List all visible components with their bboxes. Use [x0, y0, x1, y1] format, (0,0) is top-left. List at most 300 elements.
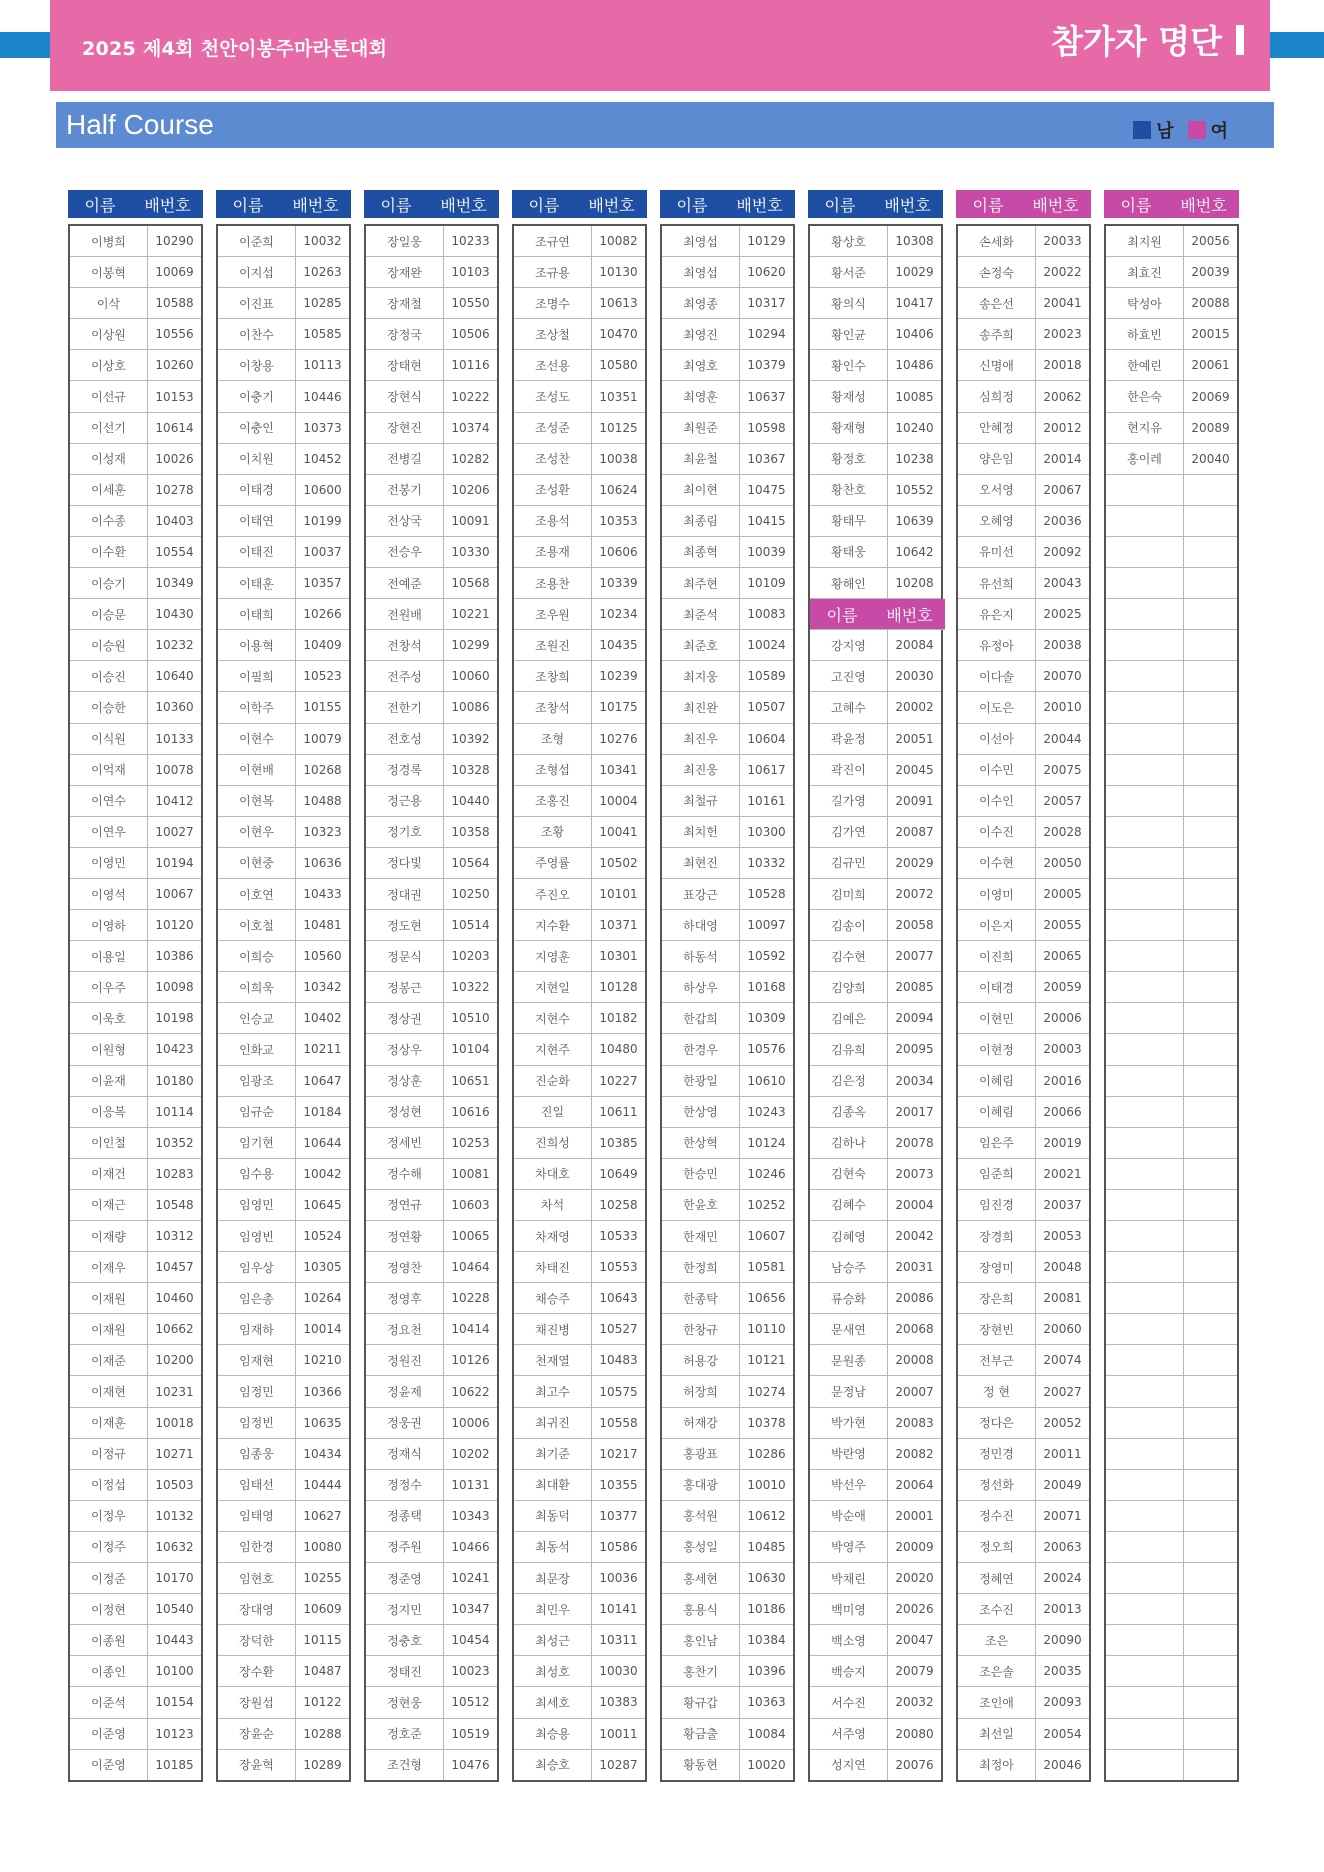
participant-name	[1106, 1128, 1184, 1158]
table-row	[70, 1687, 201, 1718]
table-row	[662, 1687, 793, 1718]
participant-name: 허장희	[662, 1376, 740, 1406]
table-row	[366, 1190, 497, 1221]
participant-name: 조선용	[514, 350, 592, 380]
table-row	[514, 879, 645, 910]
participant-name: 조성준	[514, 413, 592, 443]
table-row	[958, 1003, 1089, 1034]
participant-name: 한정희	[662, 1252, 740, 1282]
table-row	[514, 475, 645, 506]
table-row	[958, 413, 1089, 444]
table-row	[958, 568, 1089, 599]
table-row	[514, 848, 645, 879]
female-subheader	[810, 599, 945, 630]
participant-bib: 10363	[747, 1695, 786, 1710]
participant-name: 최준호	[662, 630, 740, 660]
participant-bib: 10141	[599, 1602, 638, 1617]
participant-bib	[1184, 1563, 1237, 1593]
participant-bib: 10552	[895, 482, 934, 497]
table-row	[218, 1532, 349, 1563]
table-row	[366, 630, 497, 661]
table-row	[514, 1252, 645, 1283]
participant-bib: 10264	[303, 1291, 342, 1306]
participant-bib: 20031	[895, 1260, 934, 1275]
participant-name	[1106, 724, 1184, 754]
participant-bib: 20054	[1043, 1726, 1082, 1741]
participant-name: 조원진	[514, 630, 592, 660]
participant-name: 전원배	[366, 599, 444, 629]
table-row	[514, 506, 645, 537]
participant-name: 백소영	[810, 1625, 888, 1655]
table-row	[514, 1221, 645, 1252]
table-row	[958, 1252, 1089, 1283]
table-row	[662, 226, 793, 257]
table-row	[366, 288, 497, 319]
participant-bib	[1184, 537, 1237, 567]
table-row	[662, 630, 793, 661]
participant-bib: 20055	[1043, 918, 1082, 933]
participant-name: 정오희	[958, 1532, 1036, 1562]
participant-bib: 20015	[1191, 327, 1230, 342]
table-row	[810, 1687, 941, 1718]
table-row	[958, 1314, 1089, 1345]
participant-bib: 10506	[451, 327, 490, 342]
participant-name	[1106, 1376, 1184, 1406]
participant-bib: 10175	[599, 700, 638, 715]
participant-name: 임광조	[218, 1066, 296, 1096]
participant-bib: 10132	[155, 1508, 194, 1523]
participant-name: 장덕한	[218, 1625, 296, 1655]
participant-name: 안혜정	[958, 413, 1036, 443]
participant-name: 유미선	[958, 537, 1036, 567]
participant-bib: 20047	[895, 1633, 934, 1648]
participant-bib: 10018	[155, 1415, 194, 1430]
participant-bib: 10588	[155, 296, 194, 311]
participant-name: 허재강	[662, 1408, 740, 1438]
table-row	[1106, 506, 1237, 537]
table-row	[366, 1003, 497, 1034]
participant-bib: 10271	[155, 1446, 194, 1461]
participant-name: 최선일	[958, 1719, 1036, 1749]
participant-bib: 10290	[155, 234, 194, 249]
table-row	[514, 1594, 645, 1625]
table-row	[810, 910, 941, 941]
participant-bib	[1184, 1656, 1237, 1686]
participant-bib: 20089	[1191, 420, 1230, 435]
participant-name: 이종인	[70, 1656, 148, 1686]
participant-bib: 10122	[303, 1695, 342, 1710]
participant-bib: 10194	[155, 855, 194, 870]
participant-bib: 10639	[895, 513, 934, 528]
table-row	[1106, 1750, 1237, 1780]
column-body	[956, 224, 1091, 1782]
header-bib: 배번호	[886, 605, 933, 625]
participant-name: 정민경	[958, 1439, 1036, 1469]
participant-name: 정근용	[366, 786, 444, 816]
participant-bib: 10042	[303, 1166, 342, 1181]
participant-bib: 10004	[599, 793, 638, 808]
participant-bib: 20026	[895, 1602, 934, 1617]
participant-bib: 10523	[303, 669, 342, 684]
participant-name: 이희승	[218, 941, 296, 971]
participant-bib: 10274	[747, 1384, 786, 1399]
table-row	[218, 692, 349, 723]
participant-bib: 20052	[1043, 1415, 1082, 1430]
table-row	[218, 1656, 349, 1687]
participant-name: 차대호	[514, 1159, 592, 1189]
participant-name	[1106, 1719, 1184, 1749]
column-header	[1104, 190, 1239, 218]
participant-bib: 10154	[155, 1695, 194, 1710]
participant-name: 정현웅	[366, 1687, 444, 1717]
table-row	[514, 1314, 645, 1345]
participant-bib: 10123	[155, 1726, 194, 1741]
participant-bib: 10353	[599, 513, 638, 528]
participant-bib: 10502	[599, 855, 638, 870]
participant-name: 곽윤정	[810, 724, 888, 754]
participant-name: 정영후	[366, 1283, 444, 1313]
participant-bib: 20077	[895, 949, 934, 964]
participant-name: 정경록	[366, 755, 444, 785]
participant-name: 이도은	[958, 692, 1036, 722]
table-row	[218, 1003, 349, 1034]
participant-bib: 10379	[747, 358, 786, 373]
participant-bib: 10651	[451, 1073, 490, 1088]
participant-bib: 10287	[599, 1757, 638, 1772]
table-row	[958, 1159, 1089, 1190]
participant-name: 최지원	[1106, 226, 1184, 256]
participant-bib: 20062	[1043, 389, 1082, 404]
participant-bib: 10231	[155, 1384, 194, 1399]
participant-bib: 20061	[1191, 358, 1230, 373]
table-row	[662, 381, 793, 412]
participant-bib: 20068	[895, 1322, 934, 1337]
participant-name: 정수진	[958, 1501, 1036, 1531]
participant-name: 강지영	[810, 630, 888, 660]
table-row	[662, 1439, 793, 1470]
participant-bib	[1184, 1750, 1237, 1780]
participant-bib	[1184, 941, 1237, 971]
participant-bib: 10030	[599, 1664, 638, 1679]
table-row	[218, 848, 349, 879]
participant-name: 임규순	[218, 1097, 296, 1127]
table-row	[662, 1034, 793, 1065]
table-row	[70, 444, 201, 475]
participant-name: 양은임	[958, 444, 1036, 474]
participant-name: 홍성일	[662, 1532, 740, 1562]
participant-bib	[1184, 506, 1237, 536]
participant-name	[1106, 1625, 1184, 1655]
participant-name	[1106, 1594, 1184, 1624]
table-row	[218, 630, 349, 661]
participant-name: 오서영	[958, 475, 1036, 505]
table-row	[514, 1283, 645, 1314]
participant-bib: 10589	[747, 669, 786, 684]
table-row	[1106, 1719, 1237, 1750]
participant-name: 이현수	[218, 724, 296, 754]
participant-bib: 20053	[1043, 1229, 1082, 1244]
table-row	[1106, 1221, 1237, 1252]
participant-column	[216, 190, 351, 1782]
header-name: 이름	[824, 195, 856, 215]
table-row	[1106, 1128, 1237, 1159]
table-row	[218, 1563, 349, 1594]
participant-bib: 10278	[155, 482, 194, 497]
participant-name: 정봉근	[366, 972, 444, 1002]
table-row	[218, 1252, 349, 1283]
participant-bib: 10097	[747, 918, 786, 933]
table-row	[70, 1376, 201, 1407]
participant-bib: 10576	[747, 1042, 786, 1057]
participant-name: 이용일	[70, 941, 148, 971]
participant-bib: 20020	[895, 1571, 934, 1586]
participant-bib: 10614	[155, 420, 194, 435]
participant-bib: 10383	[599, 1695, 638, 1710]
participant-bib: 10309	[747, 1011, 786, 1026]
participant-name: 이삭	[70, 288, 148, 318]
participant-name: 정태진	[366, 1656, 444, 1686]
participant-column	[68, 190, 203, 1782]
participant-name: 황서준	[810, 257, 888, 287]
participant-bib: 10598	[747, 420, 786, 435]
participant-bib: 10488	[303, 793, 342, 808]
participant-name: 정연황	[366, 1221, 444, 1251]
participant-name: 임정빈	[218, 1408, 296, 1438]
table-row	[1106, 786, 1237, 817]
participant-bib: 10130	[599, 265, 638, 280]
participant-name	[1106, 910, 1184, 940]
table-row	[514, 1003, 645, 1034]
participant-bib: 20018	[1043, 358, 1082, 373]
table-row	[810, 1034, 941, 1065]
participant-bib: 20012	[1043, 420, 1082, 435]
table-row	[70, 1532, 201, 1563]
participant-bib: 10080	[303, 1539, 342, 1554]
table-row	[810, 568, 941, 599]
participant-bib: 10457	[155, 1260, 194, 1275]
participant-bib: 10476	[451, 1757, 490, 1772]
participant-bib: 20030	[895, 669, 934, 684]
table-row	[218, 879, 349, 910]
participant-bib: 20010	[1043, 700, 1082, 715]
participant-name: 최영종	[662, 288, 740, 318]
participant-name: 전승우	[366, 537, 444, 567]
table-row	[70, 475, 201, 506]
table-row	[366, 226, 497, 257]
participant-name: 정주원	[366, 1532, 444, 1562]
table-row	[70, 1345, 201, 1376]
participant-bib: 20083	[895, 1415, 934, 1430]
participant-bib: 20013	[1043, 1602, 1082, 1617]
participant-bib: 20094	[895, 1011, 934, 1026]
table-row	[218, 257, 349, 288]
participant-bib: 20016	[1043, 1073, 1082, 1088]
table-row	[662, 599, 793, 630]
participant-name: 최종림	[662, 506, 740, 536]
participant-name: 이정섭	[70, 1470, 148, 1500]
participant-bib: 10396	[747, 1664, 786, 1679]
participant-name: 김혜수	[810, 1190, 888, 1220]
participant-bib: 10360	[155, 700, 194, 715]
participant-bib: 20070	[1043, 669, 1082, 684]
participant-bib	[1184, 1034, 1237, 1064]
participant-name	[1106, 475, 1184, 505]
participant-name: 허용강	[662, 1345, 740, 1375]
participant-name: 임영빈	[218, 1221, 296, 1251]
participant-bib: 10120	[155, 918, 194, 933]
participant-bib: 10126	[451, 1353, 490, 1368]
participant-name: 차재영	[514, 1221, 592, 1251]
participant-bib: 10550	[451, 296, 490, 311]
table-row	[1106, 817, 1237, 848]
participant-name: 곽진이	[810, 755, 888, 785]
table-row	[1106, 1376, 1237, 1407]
participant-bib: 10553	[599, 1260, 638, 1275]
table-row	[70, 1190, 201, 1221]
participant-bib: 10238	[895, 451, 934, 466]
table-row	[662, 350, 793, 381]
participant-name	[1106, 848, 1184, 878]
participant-name: 정호준	[366, 1719, 444, 1749]
table-row	[366, 1376, 497, 1407]
table-row	[366, 1750, 497, 1780]
table-row	[958, 1687, 1089, 1718]
table-row	[218, 599, 349, 630]
participant-bib: 20074	[1043, 1353, 1082, 1368]
participant-bib: 10203	[451, 949, 490, 964]
participant-bib: 10510	[451, 1011, 490, 1026]
table-row	[218, 1376, 349, 1407]
participant-name: 한창규	[662, 1314, 740, 1344]
participant-bib: 20024	[1043, 1571, 1082, 1586]
participant-name: 최승호	[514, 1750, 592, 1780]
participant-name: 이원형	[70, 1034, 148, 1064]
participant-name: 이상원	[70, 319, 148, 349]
table-row	[366, 879, 497, 910]
participant-name: 백미영	[810, 1594, 888, 1624]
table-row	[1106, 1625, 1237, 1656]
participant-bib: 20063	[1043, 1539, 1082, 1554]
participant-bib: 10430	[155, 607, 194, 622]
table-row	[218, 1159, 349, 1190]
participant-name: 최치헌	[662, 817, 740, 847]
participant-name: 최정아	[958, 1750, 1036, 1780]
participant-bib: 10104	[451, 1042, 490, 1057]
participant-bib: 20078	[895, 1135, 934, 1150]
header-banner	[50, 0, 1270, 91]
participant-name: 하동석	[662, 941, 740, 971]
table-row	[70, 1470, 201, 1501]
participant-name: 김미희	[810, 879, 888, 909]
participant-bib: 10039	[747, 544, 786, 559]
table-row	[70, 226, 201, 257]
table-row	[218, 661, 349, 692]
table-row	[1106, 972, 1237, 1003]
participant-bib	[1184, 1066, 1237, 1096]
participant-bib	[1184, 630, 1237, 660]
table-row	[958, 226, 1089, 257]
participant-bib: 20056	[1191, 234, 1230, 249]
participant-name: 전부근	[958, 1345, 1036, 1375]
participant-bib: 10131	[451, 1477, 490, 1492]
table-row	[514, 630, 645, 661]
table-row	[958, 1439, 1089, 1470]
participant-bib: 10330	[451, 544, 490, 559]
participant-name: 전주성	[366, 661, 444, 691]
participant-name	[1106, 1066, 1184, 1096]
table-row	[810, 1128, 941, 1159]
participant-name: 정준영	[366, 1563, 444, 1593]
participant-name: 최문장	[514, 1563, 592, 1593]
table-row	[218, 475, 349, 506]
participant-name: 이학주	[218, 692, 296, 722]
participant-name: 백승지	[810, 1656, 888, 1686]
participant-name: 한상혁	[662, 1128, 740, 1158]
table-row	[70, 879, 201, 910]
participant-name	[1106, 755, 1184, 785]
participant-name: 김은정	[810, 1066, 888, 1096]
table-row	[366, 786, 497, 817]
table-row	[810, 257, 941, 288]
participant-bib	[1184, 475, 1237, 505]
table-row	[218, 1750, 349, 1780]
table-row	[1106, 288, 1237, 319]
participant-name: 이봉혁	[70, 257, 148, 287]
table-row	[366, 413, 497, 444]
table-row	[366, 1594, 497, 1625]
participant-name: 장현빈	[958, 1314, 1036, 1344]
table-row	[810, 319, 941, 350]
table-row	[366, 1408, 497, 1439]
table-row	[366, 1345, 497, 1376]
participant-name: 차태진	[514, 1252, 592, 1282]
table-row	[218, 381, 349, 412]
participant-bib: 10444	[303, 1477, 342, 1492]
participant-name	[1106, 568, 1184, 598]
table-row	[958, 1345, 1089, 1376]
participant-name	[1106, 786, 1184, 816]
header-bib: 배번호	[440, 195, 487, 215]
table-row	[218, 1221, 349, 1252]
participant-name: 정 현	[958, 1376, 1036, 1406]
participant-bib: 10202	[451, 1446, 490, 1461]
participant-name: 임은주	[958, 1128, 1036, 1158]
table-row	[514, 1034, 645, 1065]
participant-name	[1106, 1439, 1184, 1469]
table-row	[366, 319, 497, 350]
table-row	[70, 848, 201, 879]
participant-bib: 10610	[747, 1073, 786, 1088]
table-row	[662, 1221, 793, 1252]
participant-name: 지수환	[514, 910, 592, 940]
column-body	[364, 224, 499, 1782]
table-row	[514, 1563, 645, 1594]
participant-name: 길가영	[810, 786, 888, 816]
table-row	[366, 475, 497, 506]
participant-bib: 10211	[303, 1042, 342, 1057]
participant-bib: 10288	[303, 1726, 342, 1741]
participant-bib	[1184, 1501, 1237, 1531]
participant-name: 한예린	[1106, 350, 1184, 380]
participant-bib: 10609	[303, 1602, 342, 1617]
participant-bib: 20086	[895, 1291, 934, 1306]
participant-bib: 20093	[1043, 1695, 1082, 1710]
participant-bib: 10649	[599, 1166, 638, 1181]
participant-name: 김유희	[810, 1034, 888, 1064]
participant-bib: 10592	[747, 949, 786, 964]
table-row	[662, 1719, 793, 1750]
header-bib: 배번호	[144, 195, 191, 215]
